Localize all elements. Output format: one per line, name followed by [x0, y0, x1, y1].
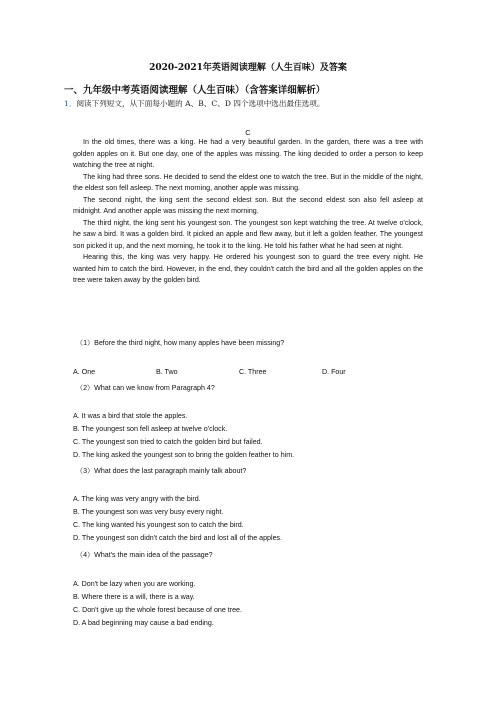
q4-option-b: B. Where there is a will, there is a way. — [73, 593, 195, 601]
paragraph-2: The king had three sons. He decided to send the eldest one to watch the tree. But in the middle of the night, the eldest son fell asleep. The next morning, another apple was missing. — [73, 172, 423, 192]
paragraph-1: In the old times, there was a king. He had a very beautiful garden. In the garden, there was a tree with golden apples on it. But one day, one of the apples was missing. The king decided to order a person to keep watching the tree at night. — [73, 138, 423, 169]
document-title: 2020-2021年英语阅读理解（人生百味）及答案 — [149, 63, 347, 73]
question-2-stem: （2）What can we know from Paragraph 4? — [76, 384, 215, 392]
section-heading: 一、九年级中考英语阅读理解（人生百味）（含答案详细解析） — [64, 85, 326, 96]
instruction-text: 阅读下列短文，从下面每小题的 A、B、C、D 四个选项中选出最佳选项。 — [76, 99, 325, 108]
q3-option-a: A. The king was very angry with the bird. — [73, 495, 201, 503]
question-4-stem: （4）What's the main idea of the passage? — [76, 551, 213, 559]
q1-option-a: A. One — [73, 368, 96, 376]
question-1-stem: （1）Before the third night, how many apples have been missing? — [76, 339, 285, 347]
q2-option-b: B. The youngest son fell asleep at twelve o'clock. — [73, 425, 228, 433]
passage-body — [73, 137, 423, 287]
q4-option-c: C. Don't give up the whole forest because of one tree. — [73, 606, 242, 614]
q1-option-c: C. Three — [239, 368, 267, 376]
q2-option-a: A. It was a bird that stole the apples. — [73, 412, 188, 420]
question-3-stem: （3）What does the last paragraph mainly talk about? — [76, 467, 247, 475]
paragraph-3: The second night, the king sent the second eldest son. But the second eldest son also fell asleep at midnight. And another apple was missing the next morning. — [73, 195, 423, 215]
paragraph-5: Hearing this, the king was very happy. He ordered his youngest son to guard the tree every night. He wanted him to catch the bird. However, in the end, they couldn't catch the bird and all the golden apples on the tree were taken away by the golden bird. — [73, 253, 423, 284]
q4-option-a: A. Don't be lazy when you are working. — [73, 580, 196, 588]
q1-option-b: B. Two — [156, 368, 178, 376]
q3-option-c: C. The king wanted his youngest son to catch the bird. — [73, 521, 244, 529]
q3-option-b: B. The youngest son was very busy every night. — [73, 508, 224, 516]
instruction-number: 1． — [64, 99, 77, 108]
instruction-line — [64, 98, 324, 109]
q1-option-d: D. Four — [322, 368, 346, 376]
q4-option-d: D. A bad beginning may cause a bad ending. — [73, 619, 214, 627]
q2-option-d: D. The king asked the youngest son to bring the golden feather to him. — [73, 451, 295, 459]
q3-option-d: D. The youngest son didn't catch the bird and lost all of the apples. — [73, 534, 283, 542]
passage-letter: C — [245, 128, 251, 137]
q2-option-c: C. The youngest son tried to catch the golden bird but failed. — [73, 438, 263, 446]
paragraph-4: The third night, the king sent his youngest son. The youngest son kept watching the tree. At twelve o'clock, he saw a bird. It was a golden bird. It picked an apple and flew away, but it left a golden feather. The youngest son picked it up, and the next morning, he took it to the king. He told his father what he had seen at night. — [73, 218, 423, 250]
